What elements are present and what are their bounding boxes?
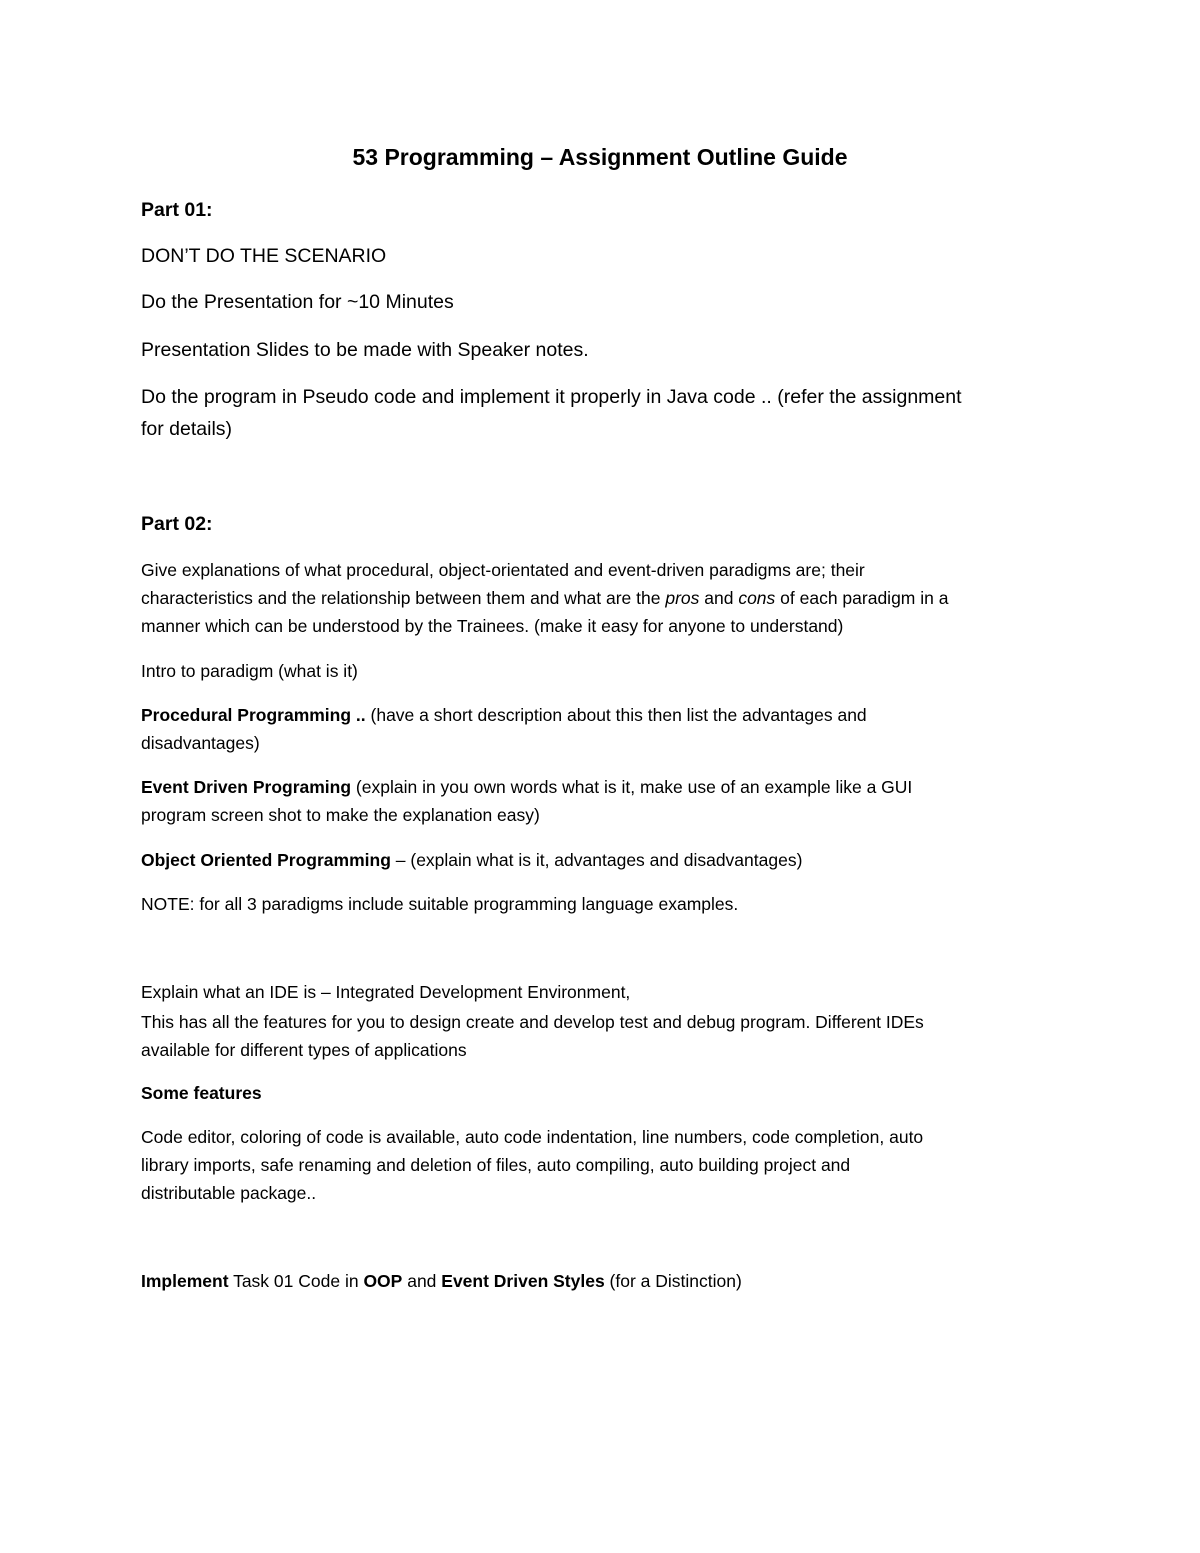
part1-line: Do the program in Pseudo code and implement it properly in Java code .. (refer the assignment — [141, 386, 962, 408]
part1-line: Do the Presentation for ~10 Minutes — [141, 291, 454, 313]
oop-label: Object Oriented Programming — [141, 850, 391, 870]
part2-intro-line — [141, 588, 948, 609]
paradigm-intro: Intro to paradigm (what is it) — [141, 661, 358, 681]
event-driven-styles-word: Event Driven Styles — [441, 1271, 605, 1291]
oop-text: – (explain what is it, advantages and disadvantages) — [390, 850, 803, 870]
intro-text: of each paradigm in a — [775, 588, 949, 608]
procedural-line — [141, 705, 867, 726]
part1-line: Presentation Slides to be made with Speaker notes. — [141, 339, 589, 361]
ide-line: available for different types of applications — [141, 1040, 467, 1060]
intro-text: characteristics and the relationship between them and what are the — [141, 588, 666, 608]
event-driven-text: (explain in you own words what is it, make use of an example like a GUI — [351, 777, 913, 797]
procedural-label: Procedural Programming .. — [141, 705, 366, 725]
implement-text: Task 01 Code in — [228, 1271, 364, 1291]
pros-word: pros — [665, 588, 700, 608]
implement-text: (for a Distinction) — [604, 1271, 742, 1291]
procedural-line: disadvantages) — [141, 733, 260, 753]
implement-text: and — [402, 1271, 442, 1291]
features-heading: Some features — [141, 1083, 262, 1103]
implement-word: Implement — [141, 1271, 229, 1291]
event-driven-label: Event Driven Programing — [141, 777, 352, 797]
part1-line: DON’T DO THE SCENARIO — [141, 245, 387, 267]
features-line: library imports, safe renaming and deletion of files, auto compiling, auto building project and — [141, 1155, 851, 1175]
part1-heading: Part 01: — [141, 199, 213, 221]
part2-intro-line: Give explanations of what procedural, object-orientated and event-driven paradigms are; their — [141, 560, 865, 580]
event-driven-line — [141, 777, 912, 798]
oop-line — [141, 850, 802, 871]
features-line: Code editor, coloring of code is available, auto code indentation, line numbers, code completion, auto — [141, 1127, 924, 1147]
cons-word: cons — [738, 588, 776, 608]
note-line: NOTE: for all 3 paradigms include suitable programming language examples. — [141, 894, 739, 914]
part2-intro-line: manner which can be understood by the Trainees. (make it easy for anyone to understand) — [141, 616, 844, 636]
oop-word: OOP — [363, 1271, 403, 1291]
document-title: 53 Programming – Assignment Outline Guide — [352, 144, 848, 170]
implement-line — [141, 1271, 742, 1292]
part1-line: for details) — [141, 418, 233, 440]
part2-heading: Part 02: — [141, 513, 213, 535]
event-driven-line: program screen shot to make the explanation easy) — [141, 805, 540, 825]
ide-line: This has all the features for you to design create and develop test and debug program. Different IDEs — [141, 1012, 924, 1032]
procedural-text: (have a short description about this then list the advantages and — [365, 705, 867, 725]
intro-text: and — [699, 588, 739, 608]
ide-line: Explain what an IDE is – Integrated Development Environment, — [141, 982, 631, 1002]
features-line: distributable package.. — [141, 1183, 317, 1203]
